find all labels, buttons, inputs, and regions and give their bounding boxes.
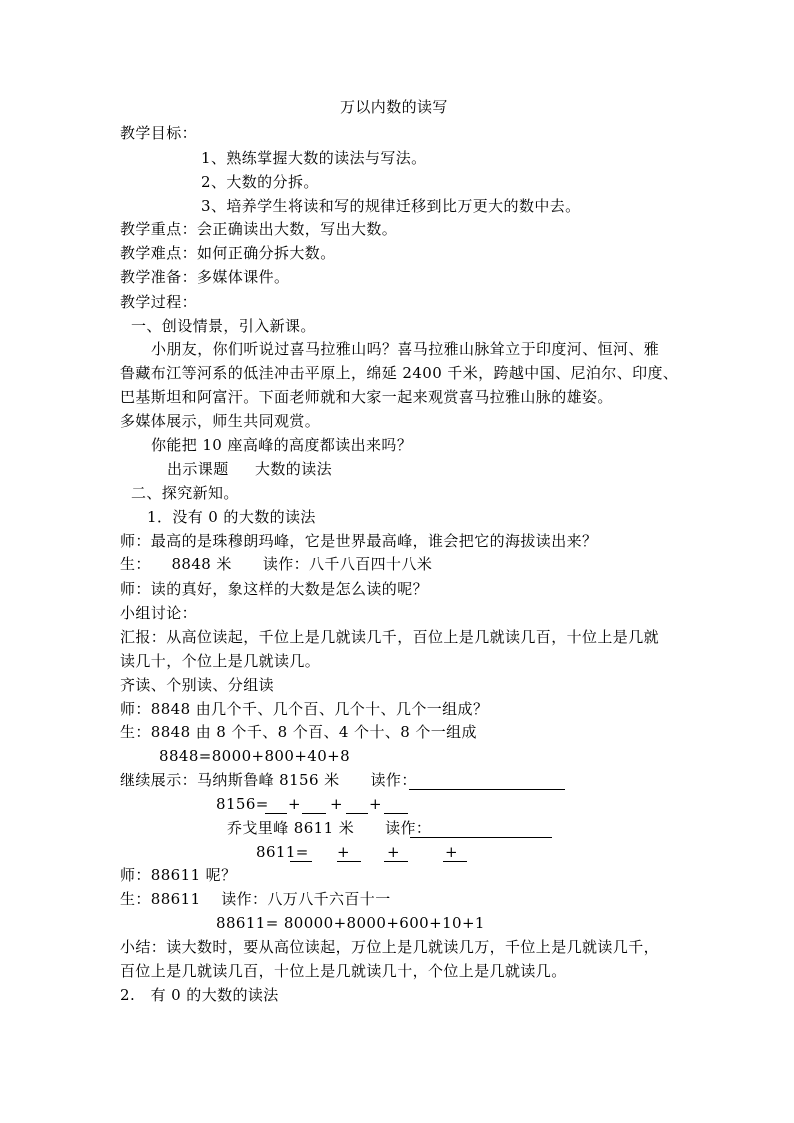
intro-paragraph-line: 小朋友，你们听说过喜马拉雅山吗？喜马拉雅山脉耸立于印度河、恒河、雅	[151, 340, 660, 358]
plus-sign: +	[288, 795, 301, 813]
answer-blank[interactable]	[443, 847, 467, 862]
answer-blank[interactable]	[384, 799, 408, 814]
topic-label: 出示课题	[167, 460, 229, 478]
page-title: 万以内数的读写	[340, 98, 448, 116]
objective-item: 2、大数的分拆。	[201, 173, 319, 191]
equation-8156-label: 8156=	[216, 795, 269, 813]
qiao-peak-label: 乔戈里峰 8611 米 读作：	[227, 819, 432, 837]
section1-heading: 一、创设情景，引入新课。	[131, 317, 316, 335]
equation-88611: 88611= 80000+8000+600+10+1	[216, 914, 485, 932]
question: 你能把 10 座高峰的高度都读出来吗？	[151, 436, 413, 454]
key-point: 教学重点：会正确读出大数，写出大数。	[120, 220, 398, 238]
process-heading: 教学过程：	[120, 293, 198, 311]
intro-paragraph-line: 鲁藏布江等河系的低洼冲击平原上，绵延 2400 千米，跨越中国、尼泊尔、印度、	[120, 364, 679, 382]
section2-heading: 二、探究新知。	[131, 484, 239, 502]
plus-sign: +	[330, 795, 343, 813]
dialogue-line: 汇报：从高位读起，千位上是几就读几千，百位上是几就读几百，十位上是几就	[120, 628, 660, 646]
answer-blank[interactable]	[337, 847, 361, 862]
objective-item: 1、熟练掌握大数的读法与写法。	[201, 149, 427, 167]
topic: 大数的读法	[255, 460, 333, 478]
objective-item: 3、培养学生将读和写的规律迁移到比万更大的数中去。	[201, 197, 581, 215]
equation-8611-label: 8611=	[256, 843, 309, 861]
dialogue-line: 师：8848 由几个千、几个百、几个十、几个一组成？	[120, 700, 489, 718]
intro-paragraph-line: 巴基斯坦和阿富汗。下面老师就和大家一起来观赏喜马拉雅山脉的雄姿。	[120, 388, 613, 406]
continue-show-label: 继续展示：马纳斯鲁峰 8156 米 读作：	[120, 771, 417, 789]
answer-blank[interactable]	[409, 775, 565, 790]
answer-blank[interactable]	[410, 823, 552, 838]
dialogue-line: 生： 8848 米 读作：八千八百四十八米	[120, 555, 433, 573]
dialogue-line: 生：8848 由 8 个千、8 个百、4 个十、8 个一组成	[120, 723, 477, 741]
summary-line: 百位上是几就读几百，十位上是几就读几十，个位上是几就读几。	[120, 962, 567, 980]
dialogue-line: 师：最高的是珠穆朗玛峰，它是世界最高峰，谁会把它的海拔读出来？	[120, 532, 598, 550]
plus-sign: +	[337, 843, 350, 861]
answer-blank[interactable]	[384, 847, 408, 862]
preparation: 教学准备：多媒体课件。	[120, 268, 290, 286]
answer-blank[interactable]	[265, 799, 287, 814]
difficulty: 教学难点：如何正确分拆大数。	[120, 244, 336, 262]
dialogue-line: 读几十，个位上是几就读几。	[120, 652, 321, 670]
subsection-2: 2. 有 0 的大数的读法	[120, 986, 279, 1004]
answer-blank[interactable]	[290, 847, 312, 862]
objectives-heading: 教学目标：	[120, 124, 198, 142]
answer-blank[interactable]	[346, 799, 368, 814]
equation-8848: 8848=8000+800+40+8	[159, 747, 351, 765]
plus-sign: +	[445, 843, 458, 861]
subsection-1: 1．没有 0 的大数的读法	[147, 508, 316, 526]
plus-sign: +	[369, 795, 382, 813]
plus-sign: +	[387, 843, 400, 861]
dialogue-line: 师：读的真好，象这样的大数是怎么读的呢？	[120, 580, 429, 598]
teacher-88611: 师：88611 呢？	[120, 866, 237, 884]
multimedia-show: 多媒体展示，师生共同观赏。	[120, 412, 321, 430]
student-88611: 生：88611 读作：八万八千六百十一	[120, 890, 391, 908]
answer-blank[interactable]	[302, 799, 326, 814]
summary-line: 小结：读大数时，要从高位读起，万位上是几就读几万，千位上是几就读几千，	[120, 938, 660, 956]
dialogue-line: 小组讨论：	[120, 604, 198, 622]
dialogue-line: 齐读、个别读、分组读	[120, 676, 275, 694]
